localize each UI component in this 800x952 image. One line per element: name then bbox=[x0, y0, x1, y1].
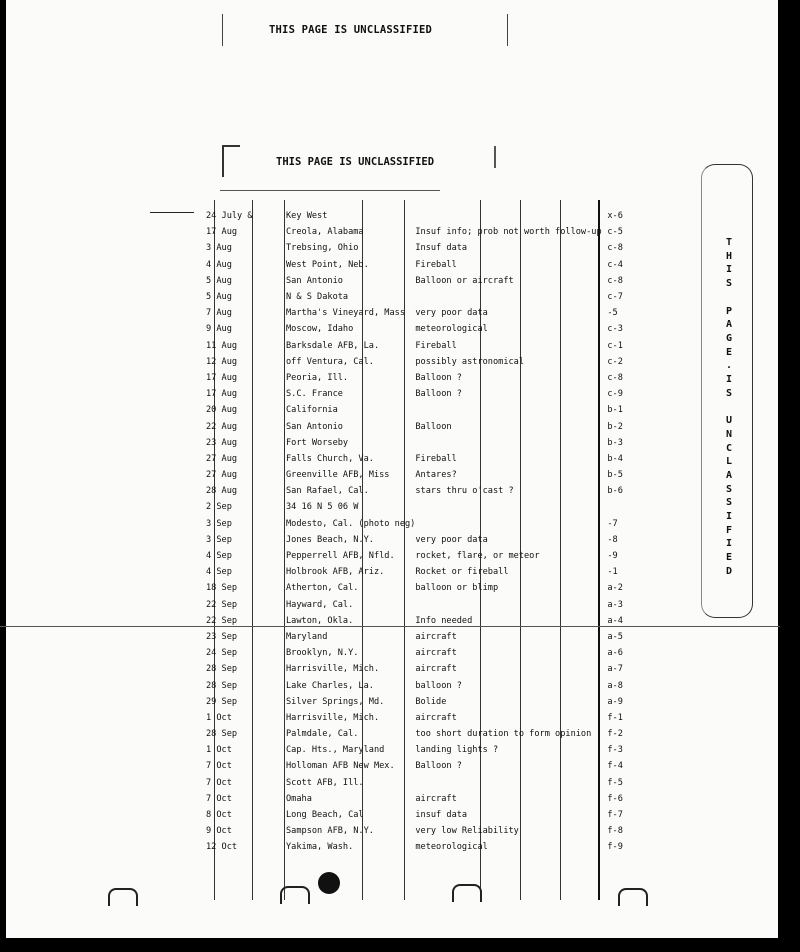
location-cell: Fort Worseby bbox=[286, 437, 349, 448]
remark-cell bbox=[415, 597, 607, 613]
date-cell: 12 Aug bbox=[206, 356, 238, 367]
code-cell: a-3 bbox=[607, 599, 623, 610]
remark-cell: aircraft bbox=[415, 793, 457, 804]
ink-blot bbox=[318, 872, 340, 894]
date-cell: 3 Sep bbox=[206, 534, 232, 545]
table-row bbox=[206, 742, 637, 758]
classification-header-top: THIS PAGE IS UNCLASSIFIED bbox=[269, 24, 433, 36]
date-cell: 18 Sep bbox=[206, 583, 238, 594]
table-row bbox=[206, 613, 637, 629]
remark-cell bbox=[415, 402, 607, 418]
table-row bbox=[206, 661, 637, 677]
remark-cell bbox=[415, 208, 607, 224]
location-cell: Moscow, Idaho bbox=[286, 324, 354, 335]
date-cell: 17 Aug bbox=[206, 372, 238, 383]
location-cell: N & S Dakota bbox=[286, 292, 349, 303]
location-cell: Martha's Vineyard, Mass bbox=[286, 308, 405, 319]
location-cell: Barksdale AFB, La. bbox=[286, 340, 380, 351]
location-cell: Cap. Hts., Maryland bbox=[286, 745, 385, 756]
location-cell: Yakima, Wash. bbox=[286, 842, 354, 853]
code-cell: b-1 bbox=[607, 405, 623, 416]
table-row bbox=[206, 677, 637, 693]
code-cell: c-8 bbox=[607, 372, 623, 383]
code-cell: a-5 bbox=[607, 631, 623, 642]
date-cell: 5 Aug bbox=[206, 275, 232, 286]
code-cell: c-8 bbox=[607, 243, 623, 254]
binder-hole bbox=[280, 886, 310, 904]
remark-cell: aircraft bbox=[415, 648, 457, 659]
table-row bbox=[206, 499, 637, 515]
table-row bbox=[206, 289, 637, 305]
code-cell: b-3 bbox=[607, 437, 623, 448]
remark-cell: stars thru o'cast ? bbox=[415, 486, 514, 497]
table-row bbox=[206, 726, 637, 742]
remark-cell: very low Reliability bbox=[415, 826, 519, 837]
location-cell: Harrisville, Mich. bbox=[286, 712, 380, 723]
code-cell: c-7 bbox=[607, 292, 623, 303]
table-row bbox=[206, 823, 637, 839]
remark-cell: meteorological bbox=[415, 324, 488, 335]
date-cell: 22 Sep bbox=[206, 615, 238, 626]
location-cell: Holloman AFB New Mex. bbox=[286, 761, 395, 772]
remark-cell: Rocket or fireball bbox=[415, 567, 509, 578]
remark-cell: Antares? bbox=[415, 470, 457, 481]
side-classification-text: T H I S P A G E . I S U N C L A S S I F I E D bbox=[725, 237, 733, 577]
code-cell: f-4 bbox=[607, 761, 623, 772]
table-row bbox=[206, 321, 637, 337]
code-cell: b-4 bbox=[607, 453, 623, 464]
code-cell: c-3 bbox=[607, 324, 623, 335]
remark-cell bbox=[415, 516, 607, 532]
table-row bbox=[206, 257, 637, 273]
code-cell: f-9 bbox=[607, 842, 623, 853]
remark-cell: Info needed bbox=[415, 615, 473, 626]
table-row bbox=[206, 516, 637, 532]
table-row bbox=[206, 224, 637, 240]
date-cell: 24 July & bbox=[206, 211, 253, 222]
header-bracket-left bbox=[222, 145, 240, 177]
location-cell: 34 16 N 5 06 W bbox=[286, 502, 359, 513]
code-cell: -7 bbox=[607, 518, 618, 529]
date-cell: 8 Oct bbox=[206, 810, 232, 821]
location-cell: San Rafael, Cal. bbox=[286, 486, 369, 497]
remark-cell: Bolide bbox=[415, 696, 447, 707]
code-cell: b-6 bbox=[607, 486, 623, 497]
table-row bbox=[206, 758, 637, 774]
remark-cell: Balloon ? bbox=[415, 761, 462, 772]
date-cell: 28 Aug bbox=[206, 486, 238, 497]
code-cell: b-5 bbox=[607, 470, 623, 481]
remark-cell: aircraft bbox=[415, 712, 457, 723]
scan-border-bottom bbox=[0, 938, 800, 952]
classification-header: THIS PAGE IS UNCLASSIFIED bbox=[276, 156, 435, 168]
table-row bbox=[206, 467, 637, 483]
table-row bbox=[206, 775, 637, 791]
table-row bbox=[206, 483, 637, 499]
date-cell: 20 Aug bbox=[206, 405, 238, 416]
date-cell: 11 Aug bbox=[206, 340, 238, 351]
code-cell: x-6 bbox=[607, 211, 623, 222]
table-row bbox=[206, 532, 637, 548]
location-cell: Modesto, Cal. (photo neg) bbox=[286, 518, 416, 529]
code-cell: a-7 bbox=[607, 664, 623, 675]
date-cell: 3 Sep bbox=[206, 518, 232, 529]
code-cell: -5 bbox=[607, 308, 618, 319]
location-cell: Lawton, Okla. bbox=[286, 615, 354, 626]
code-cell: c-4 bbox=[607, 259, 623, 270]
table-row bbox=[206, 645, 637, 661]
location-cell: Maryland bbox=[286, 631, 328, 642]
remark-cell bbox=[415, 435, 607, 451]
date-cell: 17 Aug bbox=[206, 227, 238, 238]
remark-cell: very poor data bbox=[415, 308, 488, 319]
code-cell: b-2 bbox=[607, 421, 623, 432]
date-cell: 17 Aug bbox=[206, 389, 238, 400]
location-cell: San Antonio bbox=[286, 275, 343, 286]
remark-cell: very poor data bbox=[415, 534, 488, 545]
margin-mark bbox=[150, 212, 194, 213]
table-row bbox=[206, 839, 637, 855]
code-cell: -8 bbox=[607, 534, 618, 545]
location-cell: Falls Church, Va. bbox=[286, 453, 374, 464]
code-cell: a-6 bbox=[607, 648, 623, 659]
code-cell: -1 bbox=[607, 567, 618, 578]
date-cell: 23 Sep bbox=[206, 631, 238, 642]
code-cell: a-9 bbox=[607, 696, 623, 707]
date-cell: 22 Aug bbox=[206, 421, 238, 432]
date-cell: 12 Oct bbox=[206, 842, 238, 853]
location-cell: Long Beach, Cal bbox=[286, 810, 364, 821]
date-cell: 7 Oct bbox=[206, 777, 232, 788]
table-row bbox=[206, 548, 637, 564]
location-cell: West Point, Neb. bbox=[286, 259, 369, 270]
code-cell: c-8 bbox=[607, 275, 623, 286]
remark-cell: Balloon ? bbox=[415, 372, 462, 383]
table-row bbox=[206, 338, 637, 354]
date-cell: 4 Sep bbox=[206, 551, 232, 562]
location-cell: Silver Springs, Md. bbox=[286, 696, 385, 707]
location-cell: Atherton, Cal. bbox=[286, 583, 359, 594]
location-cell: S.C. France bbox=[286, 389, 343, 400]
date-cell: 5 Aug bbox=[206, 292, 232, 303]
date-cell: 9 Aug bbox=[206, 324, 232, 335]
remark-cell bbox=[415, 499, 607, 515]
table-row bbox=[206, 580, 637, 596]
code-cell: f-2 bbox=[607, 729, 623, 740]
remark-cell: Fireball bbox=[415, 340, 457, 351]
remark-cell bbox=[415, 775, 607, 791]
date-cell: 27 Aug bbox=[206, 453, 238, 464]
table-row bbox=[206, 791, 637, 807]
table-row bbox=[206, 807, 637, 823]
remark-cell: meteorological bbox=[415, 842, 488, 853]
table-row bbox=[206, 273, 637, 289]
code-cell: c-5 bbox=[607, 227, 623, 238]
code-cell: f-3 bbox=[607, 745, 623, 756]
table-row bbox=[206, 597, 637, 613]
table-row bbox=[206, 240, 637, 256]
page-footer bbox=[90, 882, 720, 910]
location-cell: Harrisville, Mich. bbox=[286, 664, 380, 675]
header-bracket-right bbox=[494, 146, 496, 168]
table-row bbox=[206, 370, 637, 386]
binder-hole bbox=[618, 888, 648, 906]
date-cell: 1 Oct bbox=[206, 712, 232, 723]
location-cell: California bbox=[286, 405, 338, 416]
code-cell: f-6 bbox=[607, 793, 623, 804]
location-cell: Greenville AFB, Miss bbox=[286, 470, 390, 481]
location-cell: Palmdale, Cal. bbox=[286, 729, 359, 740]
remark-cell: Insuf info; prob not worth follow-up bbox=[415, 227, 602, 238]
binder-hole bbox=[108, 888, 138, 906]
location-cell: Pepperrell AFB, Nfld. bbox=[286, 551, 395, 562]
code-cell: c-2 bbox=[607, 356, 623, 367]
remark-cell: Fireball bbox=[415, 259, 457, 270]
location-cell: San Antonio bbox=[286, 421, 343, 432]
table-row bbox=[206, 354, 637, 370]
date-cell: 28 Sep bbox=[206, 729, 238, 740]
date-cell: 28 Sep bbox=[206, 664, 238, 675]
date-cell: 3 Aug bbox=[206, 243, 232, 254]
remark-cell: balloon or blimp bbox=[415, 583, 499, 594]
location-cell: Trebsing, Ohio bbox=[286, 243, 359, 254]
remark-cell: insuf data bbox=[415, 810, 468, 821]
remark-cell: too short duration to form opinion bbox=[415, 729, 592, 740]
scan-border-right bbox=[778, 0, 800, 952]
location-cell: Omaha bbox=[286, 793, 312, 804]
remark-cell: Balloon bbox=[415, 421, 452, 432]
code-cell: c-9 bbox=[607, 389, 623, 400]
table-row bbox=[206, 305, 637, 321]
remark-cell: aircraft bbox=[415, 664, 457, 675]
location-cell: off Ventura, Cal. bbox=[286, 356, 374, 367]
date-cell: 2 Sep bbox=[206, 502, 232, 513]
code-cell: a-8 bbox=[607, 680, 623, 691]
code-cell: f-5 bbox=[607, 777, 623, 788]
table-row bbox=[206, 451, 637, 467]
table-row bbox=[206, 402, 637, 418]
handwritten-scribble bbox=[220, 190, 440, 191]
code-cell: -9 bbox=[607, 551, 618, 562]
remark-cell bbox=[415, 289, 607, 305]
table-row bbox=[206, 564, 637, 580]
date-cell: 4 Aug bbox=[206, 259, 232, 270]
date-cell: 22 Sep bbox=[206, 599, 238, 610]
location-cell: Hayward, Cal. bbox=[286, 599, 354, 610]
remark-cell: Insuf data bbox=[415, 243, 468, 254]
location-cell: Brooklyn, N.Y. bbox=[286, 648, 359, 659]
table-row bbox=[206, 710, 637, 726]
code-cell: a-4 bbox=[607, 615, 623, 626]
code-cell: f-8 bbox=[607, 826, 623, 837]
date-cell: 29 Sep bbox=[206, 696, 238, 707]
date-cell: 28 Sep bbox=[206, 680, 238, 691]
binder-hole bbox=[452, 884, 482, 902]
date-cell: 7 Oct bbox=[206, 761, 232, 772]
remark-cell: balloon ? bbox=[415, 680, 462, 691]
table-row bbox=[206, 435, 637, 451]
remark-cell: aircraft bbox=[415, 631, 457, 642]
remark-cell: landing lights ? bbox=[415, 745, 499, 756]
location-cell: Creola, Alabama bbox=[286, 227, 364, 238]
code-cell: f-1 bbox=[607, 712, 623, 723]
location-cell: Lake Charles, La. bbox=[286, 680, 374, 691]
remark-cell: Fireball bbox=[415, 453, 457, 464]
code-cell: c-1 bbox=[607, 340, 623, 351]
date-cell: 9 Oct bbox=[206, 826, 232, 837]
table-row bbox=[206, 208, 637, 224]
table-row bbox=[206, 418, 637, 434]
code-cell bbox=[607, 499, 637, 515]
sighting-log-table bbox=[206, 208, 637, 856]
code-cell: a-2 bbox=[607, 583, 623, 594]
table-row bbox=[206, 386, 637, 402]
date-cell: 1 Oct bbox=[206, 745, 232, 756]
date-cell: 7 Oct bbox=[206, 793, 232, 804]
location-cell: Peoria, Ill. bbox=[286, 372, 349, 383]
location-cell: Holbrook AFB, Ariz. bbox=[286, 567, 385, 578]
date-cell: 4 Sep bbox=[206, 567, 232, 578]
remark-cell: possibly astronomical bbox=[415, 356, 525, 367]
location-cell: Jones Beach, N.Y. bbox=[286, 534, 374, 545]
date-cell: 7 Aug bbox=[206, 308, 232, 319]
date-cell: 23 Aug bbox=[206, 437, 238, 448]
location-cell: Key West bbox=[286, 211, 328, 222]
remark-cell: Balloon or aircraft bbox=[415, 275, 514, 286]
location-cell: Scott AFB, Ill. bbox=[286, 777, 364, 788]
table-row bbox=[206, 629, 637, 645]
code-cell: f-7 bbox=[607, 810, 623, 821]
table-row bbox=[206, 694, 637, 710]
date-cell: 27 Aug bbox=[206, 470, 238, 481]
remark-cell: rocket, flare, or meteor bbox=[415, 551, 540, 562]
location-cell: Sampson AFB, N.Y. bbox=[286, 826, 374, 837]
date-cell: 24 Sep bbox=[206, 648, 238, 659]
remark-cell: Balloon ? bbox=[415, 389, 462, 400]
